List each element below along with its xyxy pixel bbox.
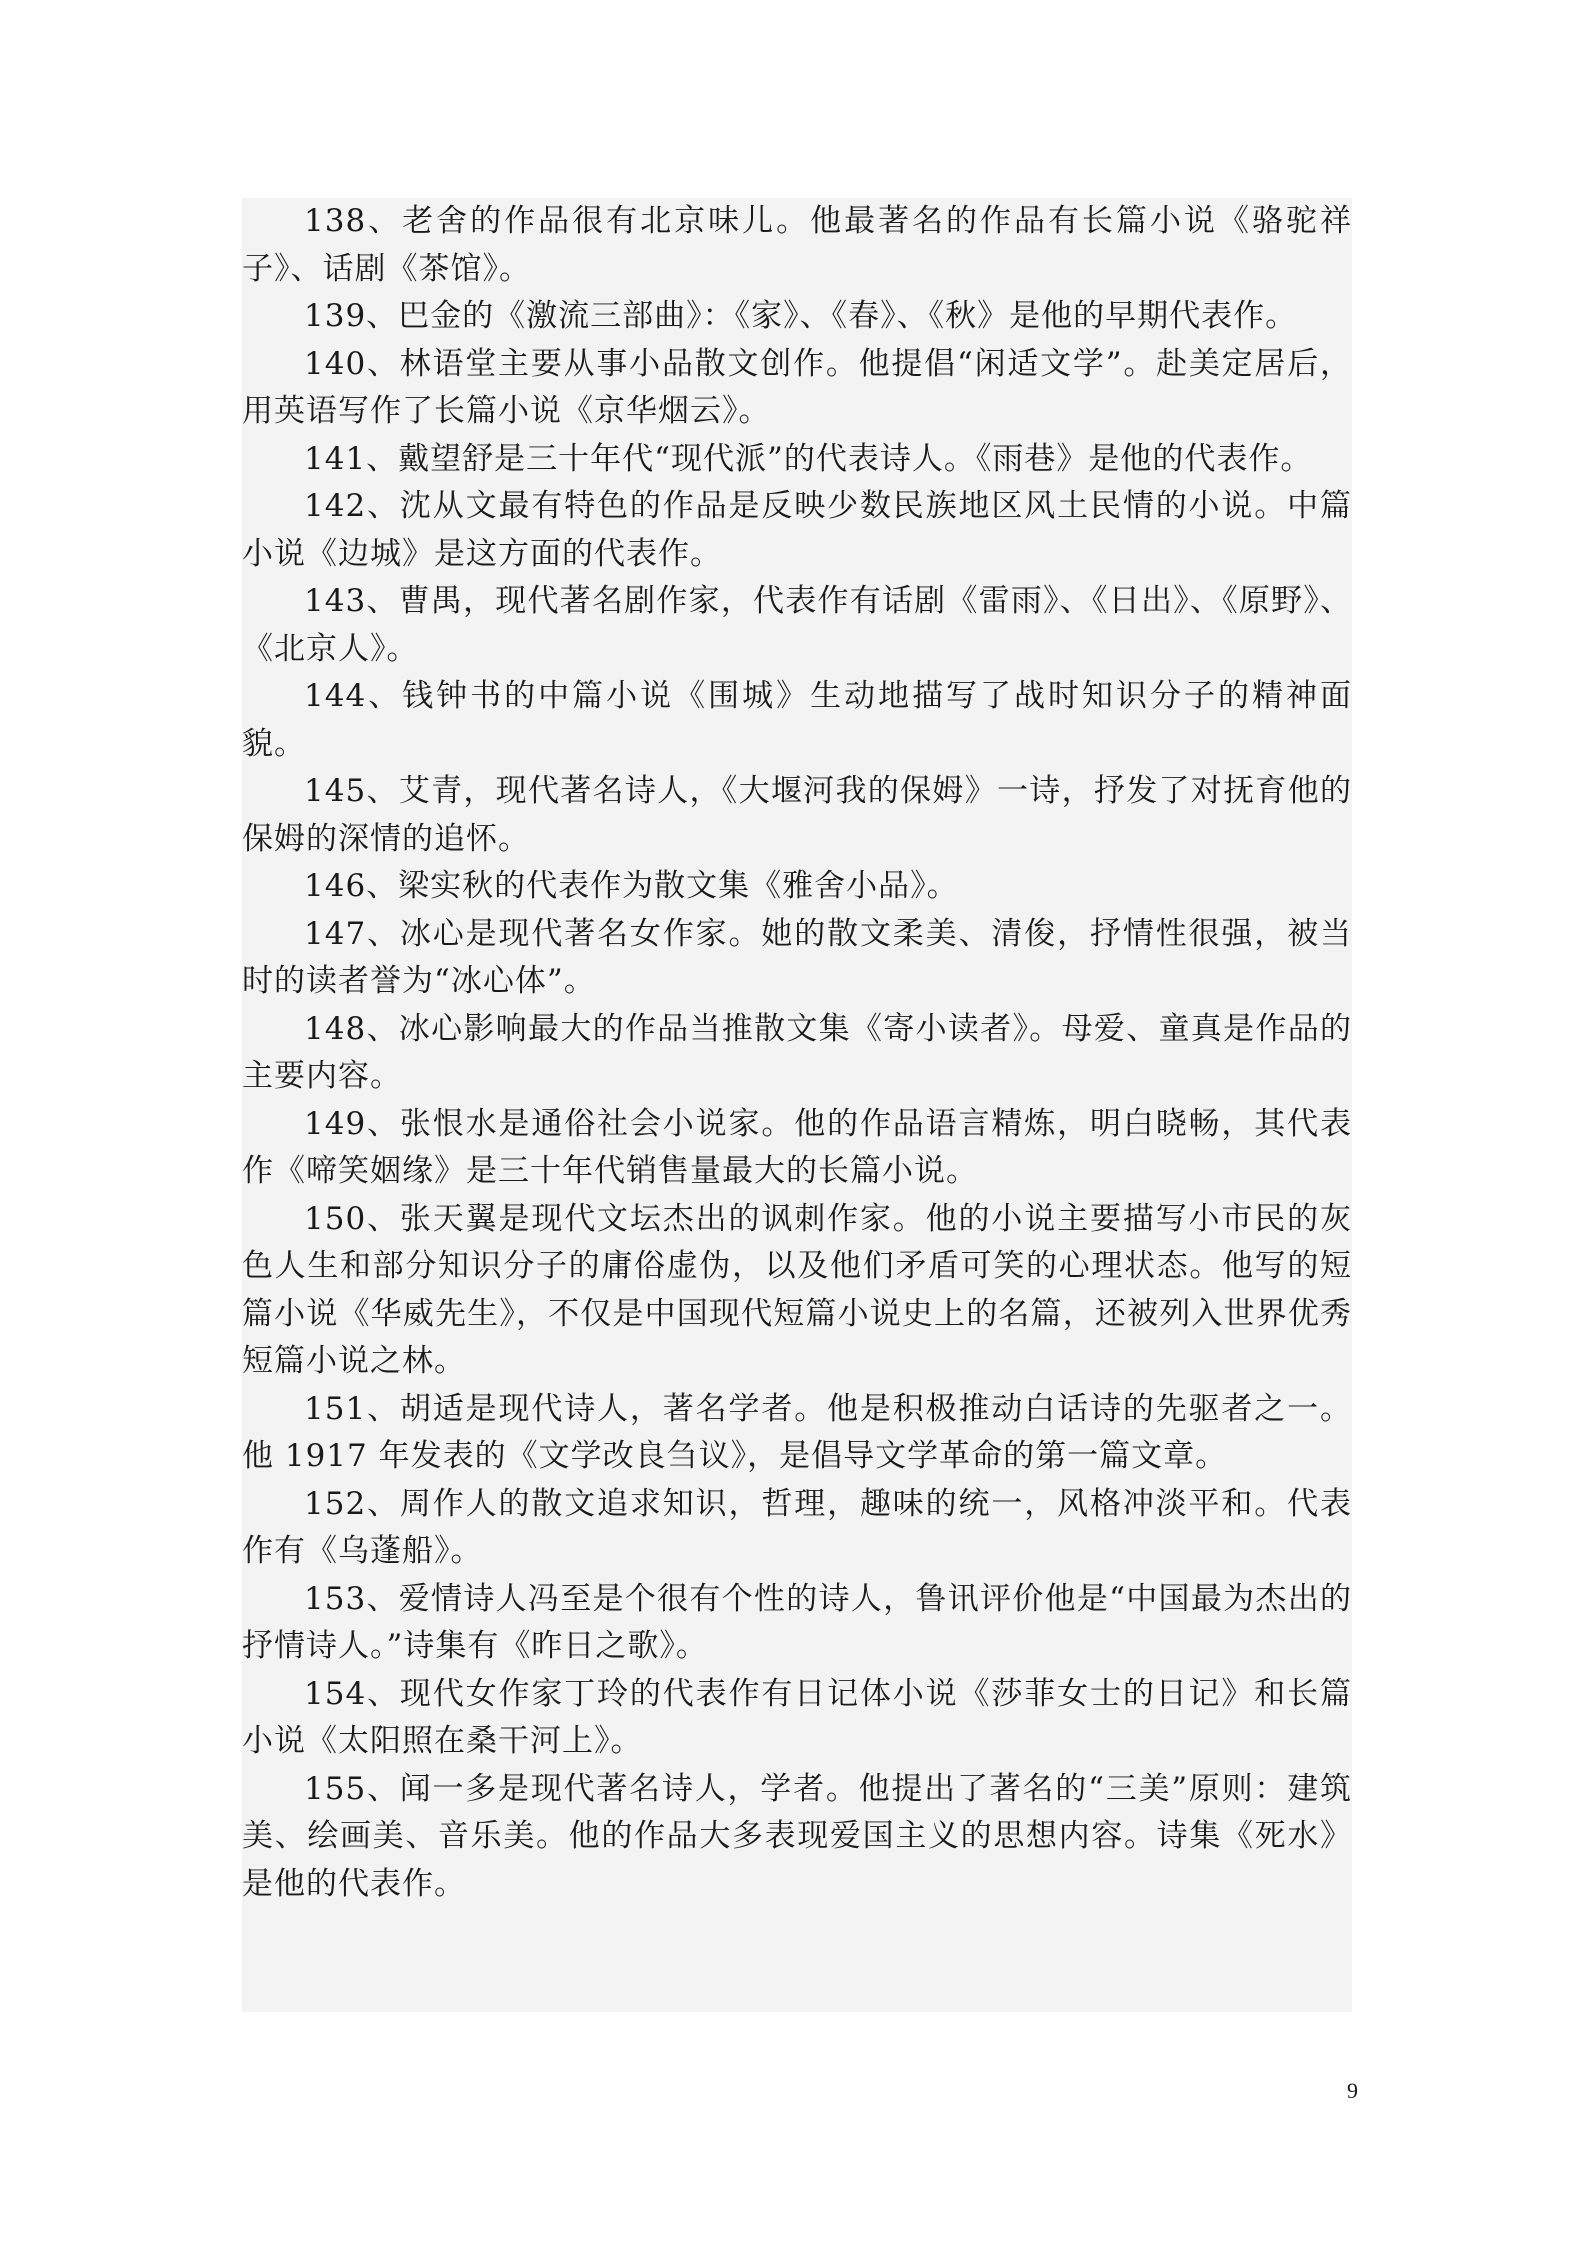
entry-145: 145、艾青，现代著名诗人，《大堰河我的保姆》一诗，抒发了对抚育他的保姆的深情的追怀。 (242, 773, 1352, 857)
entry-138: 138、老舍的作品很有北京味儿。他最著名的作品有长篇小说《骆驼祥子》、话剧《茶馆》。 (242, 203, 1352, 287)
entry-147: 147、冰心是现代著名女作家。她的散文柔美、清俊，抒情性很强，被当时的读者誉为“冰心体”。 (242, 915, 1352, 999)
entry-144: 144、钱钟书的中篇小说《围城》生动地描写了战时知识分子的精神面貌。 (242, 678, 1352, 762)
entry-140: 140、林语堂主要从事小品散文创作。他提倡“闲适文学”。赴美定居后，用英语写作了长篇小说《京华烟云》。 (242, 345, 1352, 429)
entry-150: 150、张天翼是现代文坛杰出的讽刺作家。他的小说主要描写小市民的灰色人生和部分知识分子的庸俗虚伪，以及他们矛盾可笑的心理状态。他写的短篇小说《华威先生》，不仅是中国现代短篇小说史上的名篇，还被列入世界优秀短篇小说之林。 (242, 1200, 1352, 1379)
page-number: 9 (1347, 2078, 1358, 2103)
entry-152: 152、周作人的散文追求知识，哲理，趣味的统一，风格冲淡平和。代表作有《乌蓬船》。 (242, 1485, 1352, 1569)
entry-155: 155、闻一多是现代著名诗人，学者。他提出了著名的“三美”原则：建筑美、绘画美、音乐美。他的作品大多表现爱国主义的思想内容。诗集《死水》是他的代表作。 (242, 1770, 1352, 1902)
entry-139: 139、巴金的《激流三部曲》：《家》、《春》、《秋》是他的早期代表作。 (304, 298, 1298, 334)
entry-142: 142、沈从文最有特色的作品是反映少数民族地区风土民情的小说。中篇小说《边城》是这方面的代表作。 (242, 488, 1352, 572)
entry-154: 154、现代女作家丁玲的代表作有日记体小说《莎菲女士的日记》和长篇小说《太阳照在桑干河上》。 (242, 1675, 1352, 1759)
entry-146: 146、梁实秋的代表作为散文集《雅舍小品》。 (304, 868, 959, 904)
entry-153: 153、爱情诗人冯至是个很有个性的诗人，鲁讯评价他是“中国最为杰出的抒情诗人。”诗集有《昨日之歌》。 (242, 1580, 1352, 1664)
entry-141: 141、戴望舒是三十年代“现代派”的代表诗人。《雨巷》是他的代表作。 (304, 440, 1313, 477)
entry-143: 143、曹禺，现代著名剧作家，代表作有话剧《雷雨》、《日出》、《原野》、《北京人》。 (242, 583, 1352, 667)
entry-151: 151、胡适是现代诗人，著名学者。他是积极推动白话诗的先驱者之一。他 1917 年发表的《文学改良刍议》，是倡导文学革命的第一篇文章。 (242, 1390, 1352, 1474)
entry-149: 149、张恨水是通俗社会小说家。他的作品语言精炼，明白晓畅，其代表作《啼笑姻缘》是三十年代销售量最大的长篇小说。 (242, 1105, 1352, 1189)
text-block (242, 198, 1352, 2012)
entry-148: 148、冰心影响最大的作品当推散文集《寄小读者》。母爱、童真是作品的主要内容。 (242, 1010, 1352, 1094)
